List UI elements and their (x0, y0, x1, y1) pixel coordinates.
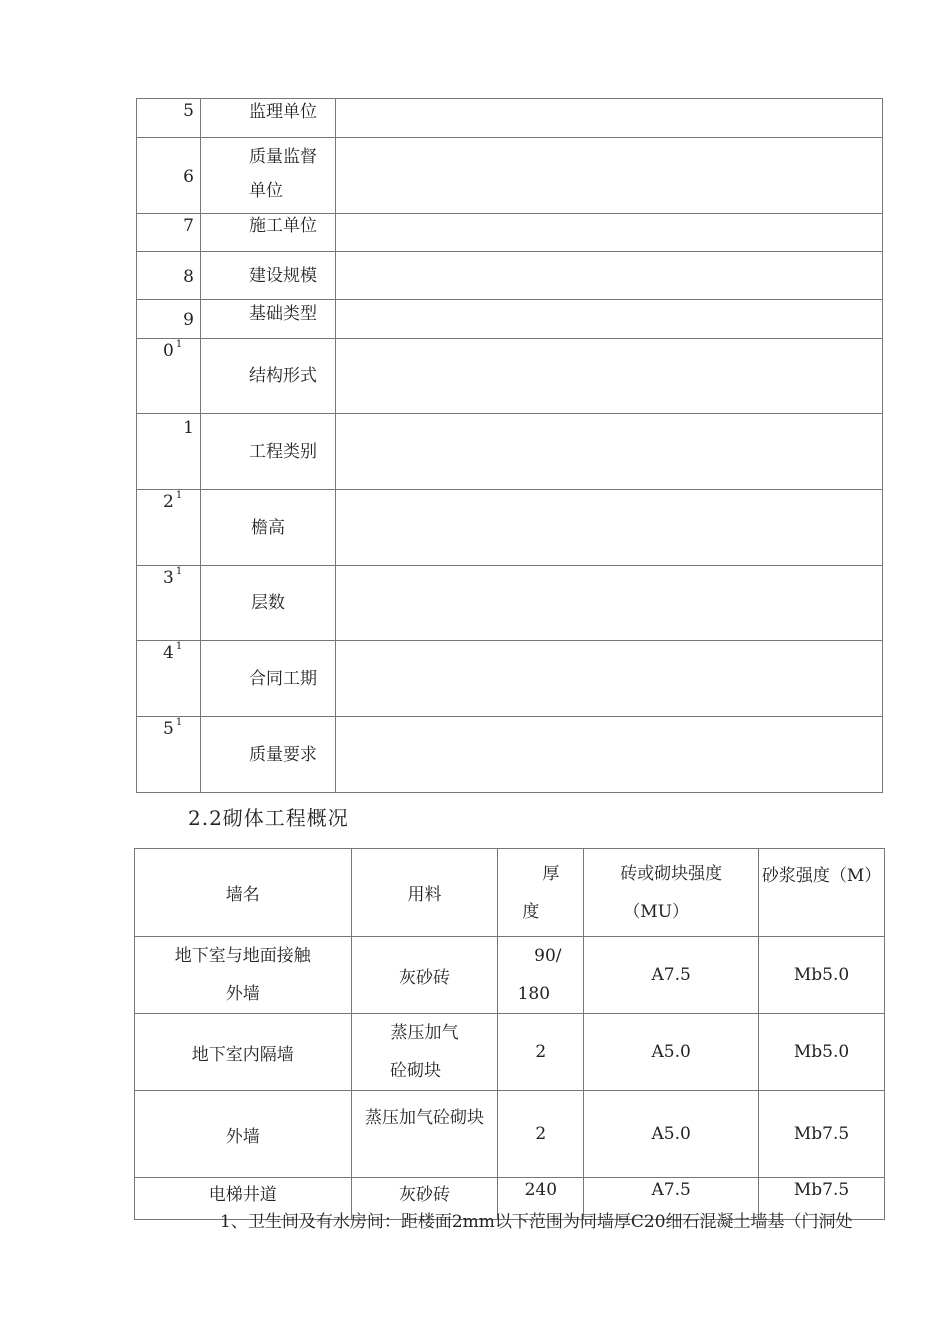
header-material: 用料 (351, 849, 498, 937)
row-number: 2 $^1$ (163, 490, 183, 512)
cell-mortar-strength: Mb7.5 (759, 1178, 885, 1220)
row-label: 檐高 (251, 517, 285, 538)
row-label: 监理单位 (249, 102, 317, 122)
table-header-row (135, 849, 885, 937)
cell-thickness: 90/ 180 (498, 937, 584, 1014)
row-label: 工程类别 (249, 441, 317, 462)
cell-material: 灰砂砖 (351, 1178, 498, 1220)
row-label: 质量监督 (249, 147, 317, 167)
row-value (336, 252, 883, 300)
cell-mortar-strength: Mb5.0 (759, 937, 885, 1014)
row-value (336, 414, 883, 490)
row-number: 7 (183, 216, 194, 236)
table-row (135, 1014, 885, 1091)
row-number: 3 $^1$ (163, 566, 183, 588)
project-info-table (136, 98, 883, 793)
row-label: 结构形式 (249, 366, 317, 386)
row-number: 6 (183, 166, 194, 187)
cell-thickness: 2 (498, 1091, 584, 1178)
cell-brick-strength: A7.5 (584, 937, 759, 1014)
info-row (137, 490, 883, 566)
header-wall-name: 墙名 (135, 849, 352, 937)
cell-wall-name: 电梯井道 (135, 1178, 352, 1220)
info-row (137, 214, 883, 252)
cell-mortar-strength: Mb5.0 (759, 1014, 885, 1091)
row-number: 1 (183, 418, 194, 438)
info-row (137, 339, 883, 414)
row-number: 5 (183, 101, 194, 121)
cell-wall-name: 外墙 (135, 1091, 352, 1178)
info-row (137, 566, 883, 641)
info-row (137, 641, 883, 717)
row-label: 合同工期 (249, 668, 317, 689)
masonry-table (134, 848, 885, 1220)
section-heading: 2.2砌体工程概况 (188, 806, 349, 830)
row-label: 施工单位 (249, 216, 317, 236)
row-label: 建设规模 (249, 265, 317, 286)
cell-material: 蒸压加气砼砌块 (351, 1091, 498, 1178)
cell-mortar-strength: Mb7.5 (759, 1091, 885, 1178)
row-number: 9 (183, 310, 194, 330)
table-row (135, 1091, 885, 1178)
header-thickness: 厚 度 (498, 849, 584, 937)
body-paragraph: 1、卫生间及有水房间：距楼面2mm以下范围为同墙厚C20细石混凝土墙基（门洞处 (220, 1212, 853, 1232)
cell-material: 蒸压加气 砼砌块 (351, 1014, 498, 1091)
row-label: 单位 (249, 181, 283, 201)
row-label: 层数 (251, 593, 285, 613)
row-value (336, 300, 883, 339)
cell-wall-name: 地下室与地面接触 外墙 (135, 937, 352, 1014)
row-value (336, 566, 883, 641)
row-number: 8 (183, 266, 194, 287)
info-row (137, 414, 883, 490)
row-number: 5 $^1$ (163, 717, 183, 739)
row-value (336, 138, 883, 214)
cell-brick-strength: A7.5 (584, 1178, 759, 1220)
header-mortar-strength: 砂浆强度（M） (759, 849, 885, 937)
cell-thickness: 2 (498, 1014, 584, 1091)
row-value (336, 214, 883, 252)
row-value (336, 490, 883, 566)
row-value (336, 717, 883, 793)
row-value (336, 99, 883, 138)
row-label: 基础类型 (249, 304, 317, 324)
info-row (137, 300, 883, 339)
cell-brick-strength: A5.0 (584, 1091, 759, 1178)
info-row (137, 717, 883, 793)
row-value (336, 641, 883, 717)
info-row (137, 99, 883, 138)
cell-wall-name: 地下室内隔墙 (135, 1014, 352, 1091)
row-value (336, 339, 883, 414)
cell-brick-strength: A5.0 (584, 1014, 759, 1091)
row-label: 质量要求 (249, 744, 317, 765)
row-number: 0 $^1$ (163, 339, 183, 361)
row-number: 4 $^1$ (163, 641, 183, 663)
info-row (137, 138, 883, 214)
header-brick-strength: 砖或砌块强度 （MU） (584, 849, 759, 937)
cell-material: 灰砂砖 (351, 937, 498, 1014)
cell-thickness: 240 (498, 1178, 584, 1220)
table-row (135, 937, 885, 1014)
info-row (137, 252, 883, 300)
